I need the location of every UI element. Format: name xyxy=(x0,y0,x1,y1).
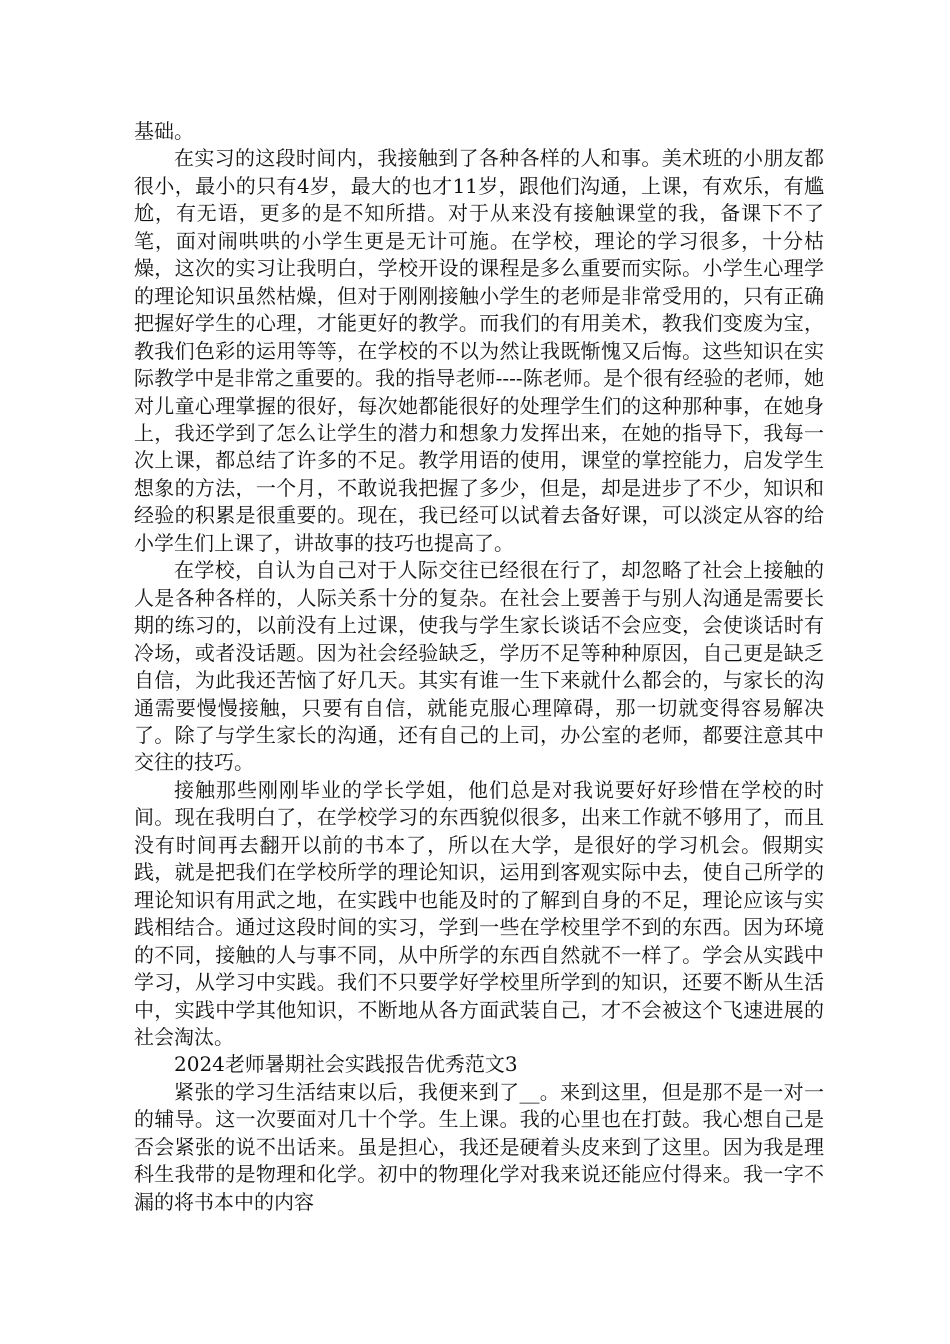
paragraph-5: 紧张的学习生活结束以后，我便来到了__。来到这里，但是那不是一对一的辅导。这一次要面对几十个学。生上课。我的心里也在打鼓。我心想自己是否会紧张的说不出话来。虽是担心，我还是硬着头皮来到了这里。因为我是理科生我带的是物理和化学。初中的物理化学对我来说还能应付得来。我一字不漏的将书本中的内容 xyxy=(134,1079,824,1214)
section-heading: 2024老师暑期社会实践报告优秀范文3 xyxy=(174,1052,518,1077)
paragraph-1: 基础。 xyxy=(134,119,194,143)
document-body xyxy=(134,118,824,1216)
paragraph-3: 在学校，自认为自己对于人际交往已经很在行了，却忽略了社会上接触的人是各种各样的，人际关系十分的复杂。在社会上要善于与别人沟通是需要长期的练习的，以前没有上过课，使我与学生家长谈话不会应变，会使谈话时有冷场，或者没话题。因为社会经验缺乏，学历不足等种种原因，自己更是缺乏自信，为此我还苦恼了好几天。其实有谁一生下来就什么都会的，与家长的沟通需要慢慢接触，只要有自信，就能克服心理障碍，那一切就变得容易解决了。除了与学生家长的沟通，还有自己的上司，办公室的老师，都要注意其中交往的技巧。 xyxy=(134,558,824,775)
paragraph-2: 在实习的这段时间内，我接触到了各种各样的人和事。美术班的小朋友都很小，最小的只有4岁，最大的也才11岁，跟他们沟通，上课，有欢乐，有尴尬，有无语，更多的是不知所措。对于从来没有接触课堂的我，备课下不了笔，面对闹哄哄的小学生更是无计可施。在学校，理论的学习很多，十分枯燥，这次的实习让我明白，学校开设的课程是多么重要而实际。小学生心理学的理论知识虽然枯燥，但对于刚刚接触小学生的老师是非常受用的，只有正确把握好学生的心理，才能更好的教学。而我们的有用美术，教我们变废为宝，教我们色彩的运用等等，在学校的不以为然让我既惭愧又后悔。这些知识在实际教学中是非常之重要的。我的指导老师----陈老师。是个很有经验的老师，她对儿童心理掌握的很好，每次她都能很好的处理学生们的这种那种事，在她身上，我还学到了怎么让学生的潜力和想象力发挥出来，在她的指导下，我每一次上课，都总结了许多的不足。教学用语的使用，课堂的掌控能力，启发学生想象的方法，一个月，不敢说我把握了多少，但是，却是进步了不少，知识和经验的积累是很重要的。现在，我已经可以试着去备好课，可以淡定从容的给小学生们上课了，讲故事的技巧也提高了。 xyxy=(134,146,824,555)
paragraph-4: 接触那些刚刚毕业的学长学姐，他们总是对我说要好好珍惜在学校的时间。现在我明白了，在学校学习的东西貌似很多，出来工作就不够用了，而且没有时间再去翻开以前的书本了，所以在大学，是很好的学习机会。假期实践，就是把我们在学校所学的理论知识，运用到客观实际中去，使自己所学的理论知识有用武之地，在实践中也能及时的了解到自身的不足，理论应该与实践相结合。通过这段时间的实习，学到一些在学校里学不到的东西。因为环境的不同，接触的人与事不同，从中所学的东西自然就不一样了。学会从实践中学习，从学习中实践。我们不只要学好学校里所学到的知识，还要不断从生活中，实践中学其他知识，不断地从各方面武装自己，才不会被这个飞速进展的社会淘汰。 xyxy=(134,777,824,1049)
